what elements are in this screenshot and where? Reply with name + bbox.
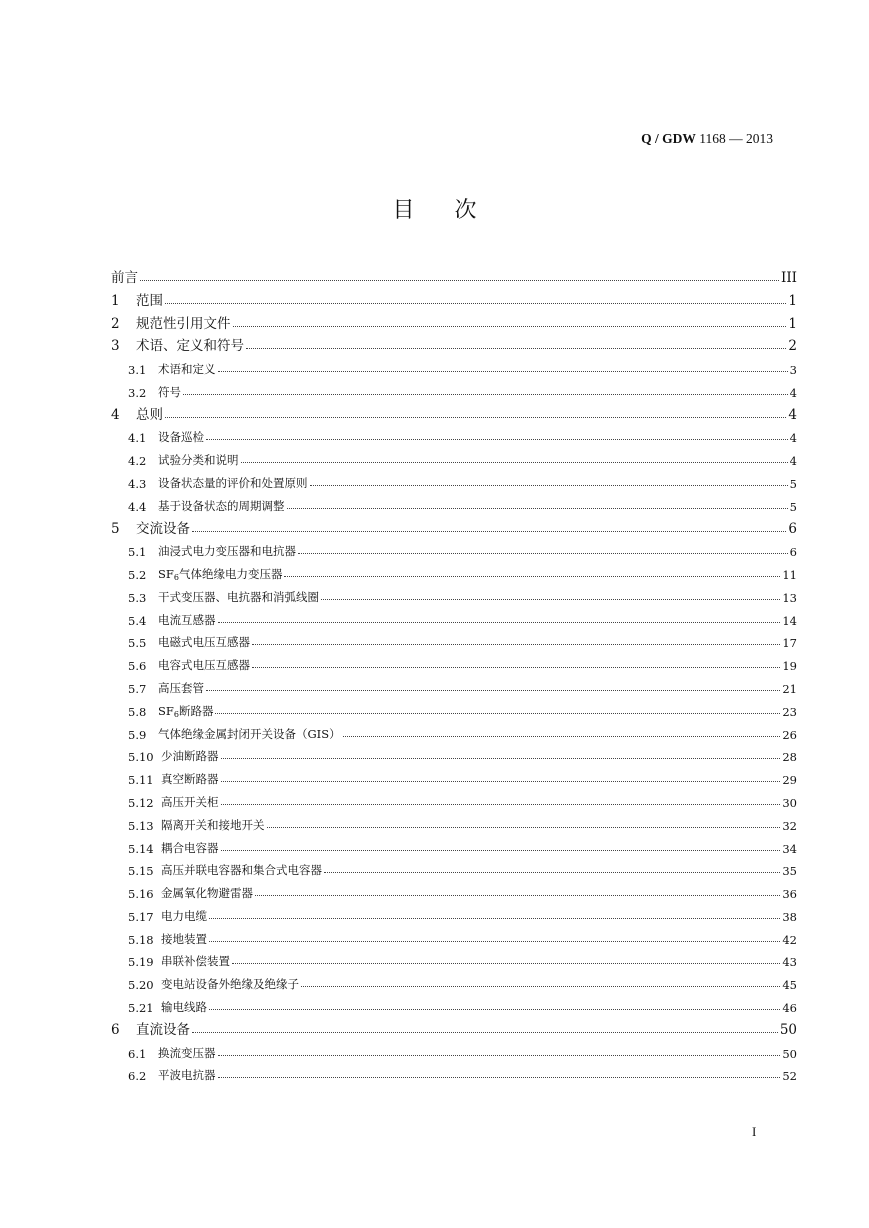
toc-entry-page: 4 xyxy=(788,406,797,423)
toc-leader-dots xyxy=(221,780,781,782)
toc-leader-dots xyxy=(298,552,788,554)
toc-leader-dots xyxy=(221,757,781,759)
toc-entry[interactable] xyxy=(111,881,797,901)
toc-entry-label: 油浸式电力变压器和电抗器 xyxy=(158,544,296,559)
toc-leader-dots xyxy=(343,735,781,737)
toc-entry-number: 5.16 xyxy=(128,887,154,902)
toc-entry-label: 总则 xyxy=(136,406,163,423)
toc-entry[interactable] xyxy=(111,790,797,810)
toc-entry-page: 32 xyxy=(782,818,797,833)
toc-entry-label: 换流变压器 xyxy=(158,1045,216,1060)
toc-entry-label: 耦合电容器 xyxy=(161,840,219,855)
toc-entry-page: 11 xyxy=(782,568,797,583)
page-number: I xyxy=(752,1124,757,1139)
toc-entry[interactable] xyxy=(111,858,797,878)
toc-entry-label: 少油断路器 xyxy=(161,749,219,764)
toc-entry-label: 电力电缆 xyxy=(161,908,207,923)
toc-leader-dots xyxy=(140,279,779,281)
toc-entry-number: 5.19 xyxy=(128,955,154,970)
toc-leader-dots xyxy=(218,1054,781,1056)
toc-entry-label: 平波电抗器 xyxy=(158,1068,216,1083)
toc-entry-page: 26 xyxy=(782,727,797,742)
toc-entry-number: 1 xyxy=(111,292,120,309)
toc-entry-label: 符号 xyxy=(158,384,181,399)
toc-leader-dots xyxy=(324,871,780,873)
toc-entry-label: 试验分类和说明 xyxy=(158,453,239,468)
toc-entry-page: 23 xyxy=(782,704,797,719)
toc-leader-dots xyxy=(165,416,786,418)
toc-entry-page: 5 xyxy=(789,477,797,492)
toc-leader-dots xyxy=(218,621,781,623)
toc-entry-label: 前言 xyxy=(111,270,138,286)
toc-entry-label: 气体绝缘金属封闭开关设备（GIS） xyxy=(158,726,341,741)
toc-entry-page: 17 xyxy=(782,636,797,651)
toc-entry-page: 28 xyxy=(782,750,797,765)
toc-entry-number: 3.2 xyxy=(128,385,147,400)
toc-entry[interactable] xyxy=(111,836,797,856)
toc-entry-page: 1 xyxy=(788,292,797,309)
toc-leader-dots xyxy=(301,985,780,987)
toc-entry-page: 45 xyxy=(782,978,797,993)
toc-entry[interactable] xyxy=(111,608,797,628)
toc-entry-number: 5.8 xyxy=(128,704,147,719)
toc-leader-dots xyxy=(192,1031,778,1033)
toc-leader-dots xyxy=(252,643,780,645)
toc-entry-page: 30 xyxy=(782,795,797,810)
toc-entry-number: 5.18 xyxy=(128,932,154,947)
toc-entry-page: 46 xyxy=(782,1000,797,1015)
toc-entry-label: 电磁式电压互感器 xyxy=(158,635,250,650)
toc-entry[interactable] xyxy=(111,744,797,764)
toc-entry-page: 50 xyxy=(779,1021,797,1038)
toc-entry-number: 6 xyxy=(111,1021,120,1038)
toc-entry[interactable] xyxy=(111,289,797,309)
toc-entry-page: 1 xyxy=(788,315,797,332)
standard-code: Q / GDW xyxy=(641,131,696,146)
toc-entry-label: $SF_6$气体绝缘电力变压器 xyxy=(158,567,283,583)
toc-entry[interactable] xyxy=(111,1041,797,1061)
toc-entry-label: 高压开关柜 xyxy=(161,794,219,809)
toc-entry-page: 5 xyxy=(789,499,797,514)
toc-leader-dots xyxy=(209,917,780,919)
toc-entry-label: 高压套管 xyxy=(158,681,204,696)
toc-entry-label: $SF_6$断路器 xyxy=(158,703,214,719)
toc-entry[interactable] xyxy=(111,471,797,491)
toc-entry-page: 21 xyxy=(782,682,797,697)
standard-number: 1168 — 2013 xyxy=(699,131,773,146)
toc-entry-number: 4.1 xyxy=(128,431,147,446)
toc-entry-number: 5.20 xyxy=(128,978,154,993)
toc-entry[interactable] xyxy=(111,357,797,377)
toc-leader-dots xyxy=(218,1076,781,1078)
toc-entry-number: 3.1 xyxy=(128,363,147,378)
toc-entry-label: 干式变压器、电抗器和消弧线圈 xyxy=(158,589,319,604)
toc-entry-number: 5.7 xyxy=(128,682,147,697)
toc-entry[interactable] xyxy=(111,904,797,924)
toc-leader-dots xyxy=(206,689,780,691)
toc-entry[interactable] xyxy=(111,949,797,969)
toc-entry-label: 设备状态量的评价和处置原则 xyxy=(158,476,308,491)
toc-entry-page: 4 xyxy=(789,431,797,446)
toc-leader-dots xyxy=(209,1008,780,1010)
toc-entry-label: 术语、定义和符号 xyxy=(136,338,244,355)
toc-entry[interactable] xyxy=(111,813,797,833)
page-title xyxy=(0,193,869,224)
toc-entry-label: 交流设备 xyxy=(136,520,190,537)
toc-entry-number: 3 xyxy=(111,338,120,355)
toc-entry[interactable] xyxy=(111,312,797,332)
toc-entry-number: 6.2 xyxy=(128,1069,147,1084)
toc-entry-label: 输电线路 xyxy=(161,999,207,1014)
toc-entry-number: 4.2 xyxy=(128,454,147,469)
toc-entry-page: 50 xyxy=(782,1046,797,1061)
toc-entry-number: 5.3 xyxy=(128,590,147,605)
toc-leader-dots xyxy=(183,393,788,395)
toc-entry[interactable] xyxy=(111,517,797,537)
toc-entry-number: 5.14 xyxy=(128,841,154,856)
toc-entry-label: 范围 xyxy=(136,292,163,309)
toc-leader-dots xyxy=(221,849,781,851)
toc-entry-page: 13 xyxy=(782,590,797,605)
toc-entry-page: 36 xyxy=(782,887,797,902)
toc-entry-page: 43 xyxy=(782,955,797,970)
toc-entry-number: 5.5 xyxy=(128,636,147,651)
toc-entry-number: 5.15 xyxy=(128,864,154,879)
toc-entry-label: 基于设备状态的周期调整 xyxy=(158,498,285,513)
toc-entry-label: 串联补偿装置 xyxy=(161,954,230,969)
toc-entry-label: 电容式电压互感器 xyxy=(158,658,250,673)
toc-entry-number: 5.6 xyxy=(128,659,147,674)
toc-entry-page: 52 xyxy=(782,1069,797,1084)
toc-leader-dots xyxy=(321,598,780,600)
toc-entry-number: 4 xyxy=(111,406,120,423)
toc-entry-page: 38 xyxy=(782,909,797,924)
toc-leader-dots xyxy=(246,347,786,349)
toc-entry[interactable] xyxy=(111,767,797,787)
toc-entry-number: 5.11 xyxy=(128,773,154,788)
document-header xyxy=(560,131,773,147)
toc-leader-dots xyxy=(233,325,787,327)
toc-leader-dots xyxy=(284,575,780,577)
toc-entry-number: 5.13 xyxy=(128,818,154,833)
toc-entry[interactable] xyxy=(111,494,797,514)
toc-entry-number: 4.4 xyxy=(128,499,147,514)
toc-entry[interactable] xyxy=(111,653,797,673)
toc-entry-label: 高压并联电容器和集合式电容器 xyxy=(161,863,322,878)
toc-leader-dots xyxy=(255,894,780,896)
toc-entry[interactable] xyxy=(111,927,797,947)
toc-entry-number: 5.12 xyxy=(128,795,154,810)
toc-entry-number: 2 xyxy=(111,315,120,332)
toc-entry-label: 电流互感器 xyxy=(158,612,216,627)
toc-entry-page: 29 xyxy=(782,773,797,788)
toc-entry-page: III xyxy=(781,270,797,286)
toc-entry-page: 3 xyxy=(789,363,797,378)
toc-leader-dots xyxy=(215,712,780,714)
toc-entry-number: 5.10 xyxy=(128,750,154,765)
toc-entry-label: 变电站设备外绝缘及绝缘子 xyxy=(161,977,299,992)
toc-entry-label: 金属氧化物避雷器 xyxy=(161,886,253,901)
toc-leader-dots xyxy=(206,438,788,440)
toc-entry-number: 5 xyxy=(111,520,120,537)
toc-entry-label: 接地装置 xyxy=(161,931,207,946)
toc-entry[interactable] xyxy=(111,562,797,582)
toc-entry-label: 术语和定义 xyxy=(158,362,216,377)
toc-entry[interactable] xyxy=(111,334,797,354)
toc-entry-page: 4 xyxy=(789,454,797,469)
toc-entry-label: 真空断路器 xyxy=(161,772,219,787)
toc-entry-number: 5.21 xyxy=(128,1000,154,1015)
toc-entry[interactable] xyxy=(111,380,797,400)
toc-entry-number: 5.2 xyxy=(128,568,147,583)
toc-leader-dots xyxy=(267,826,781,828)
toc-entry[interactable] xyxy=(111,630,797,650)
toc-entry[interactable] xyxy=(111,995,797,1015)
toc-entry[interactable] xyxy=(111,448,797,468)
toc-entry-number: 4.3 xyxy=(128,477,147,492)
toc-leader-dots xyxy=(218,370,788,372)
toc-entry-number: 5.1 xyxy=(128,545,147,560)
toc-entry[interactable] xyxy=(111,1063,797,1083)
toc-entry-label: 隔离开关和接地开关 xyxy=(161,817,265,832)
toc-leader-dots xyxy=(252,666,780,668)
toc-entry-page: 34 xyxy=(782,841,797,856)
toc-entry-number: 5.9 xyxy=(128,727,147,742)
toc-entry[interactable] xyxy=(111,403,797,423)
title-char-2: 次 xyxy=(454,198,477,223)
toc-entry-number: 5.4 xyxy=(128,613,147,628)
toc-entry-number: 6.1 xyxy=(128,1046,147,1061)
toc-leader-dots xyxy=(232,962,780,964)
toc-entry-page: 19 xyxy=(782,659,797,674)
toc-entry[interactable] xyxy=(111,1018,797,1038)
toc-leader-dots xyxy=(209,940,780,942)
toc-entry[interactable] xyxy=(111,722,797,742)
toc-entry-page: 6 xyxy=(788,520,797,537)
toc-entry[interactable] xyxy=(111,699,797,719)
toc-leader-dots xyxy=(310,484,788,486)
toc-entry-page: 2 xyxy=(788,338,797,355)
toc-entry-page: 35 xyxy=(782,864,797,879)
toc-entry-page: 6 xyxy=(789,545,797,560)
toc-leader-dots xyxy=(165,302,786,304)
toc-entry[interactable] xyxy=(111,539,797,559)
toc-entry-number: 5.17 xyxy=(128,909,154,924)
toc-leader-dots xyxy=(241,461,788,463)
toc-entry[interactable] xyxy=(111,972,797,992)
toc-entry[interactable] xyxy=(111,425,797,445)
toc-entry[interactable] xyxy=(111,585,797,605)
toc-leader-dots xyxy=(221,803,781,805)
toc-entry[interactable] xyxy=(111,676,797,696)
title-char-1: 目 xyxy=(392,198,415,223)
toc-entry-label: 设备巡检 xyxy=(158,430,204,445)
toc-entry-label: 直流设备 xyxy=(136,1021,190,1038)
toc-leader-dots xyxy=(192,530,786,532)
toc-leader-dots xyxy=(287,507,788,509)
toc-entry[interactable] xyxy=(111,266,797,286)
toc-entry-page: 4 xyxy=(789,385,797,400)
toc-entry-page: 14 xyxy=(782,613,797,628)
toc-entry-page: 42 xyxy=(782,932,797,947)
toc-entry-label: 规范性引用文件 xyxy=(136,315,231,332)
